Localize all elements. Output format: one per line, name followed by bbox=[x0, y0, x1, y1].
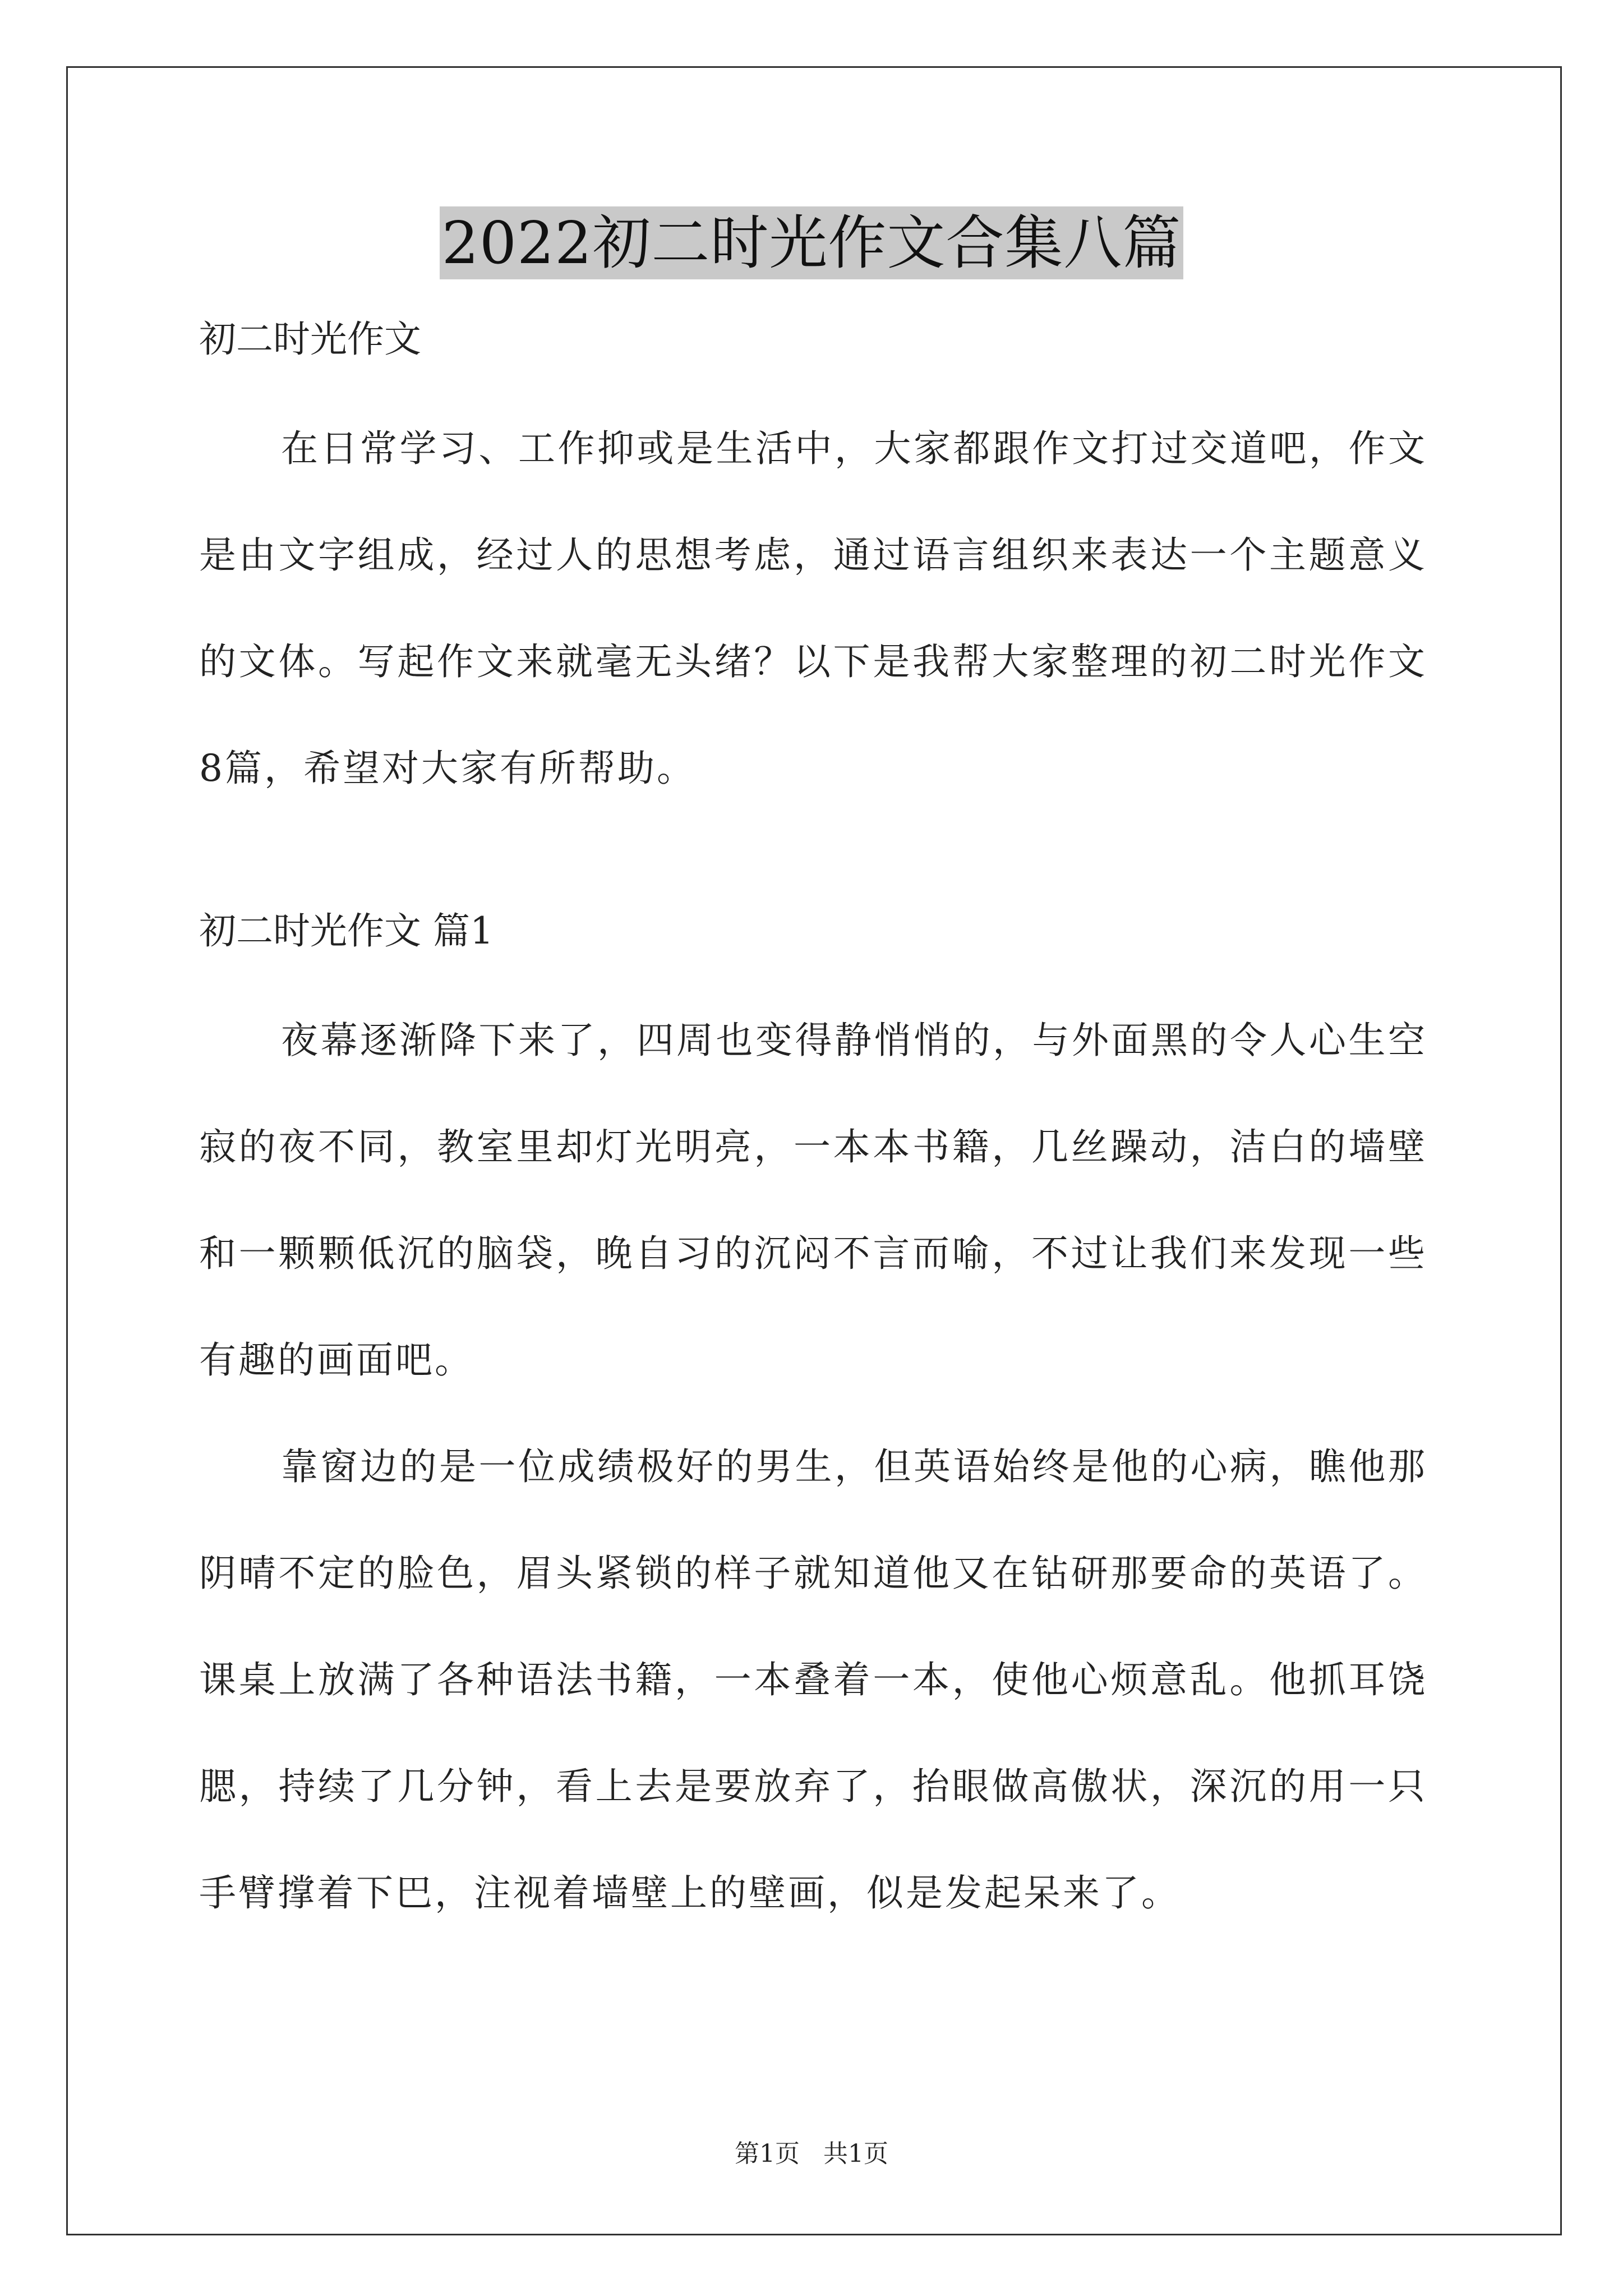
page-footer: 第1页 共1页 bbox=[735, 2139, 888, 2168]
spacer bbox=[199, 956, 1427, 987]
title-container bbox=[0, 206, 1623, 279]
section-1-paragraph-2: 靠窗边的是一位成绩极好的男生，但英语始终是他的心病，瞧他那阴晴不定的脸色，眉头紧锁的样子就知道他又在钻研那要命的英语了。课桌上放满了各种语法书籍，一本叠着一本，使他心烦意乱。他抓耳饶腮，持续了几分钟，看上去是要放弃了，抬眼做高傲状，深沉的用一只手臂撑着下巴，注视着墙壁上的壁画，似是发起呆来了。 bbox=[199, 1445, 1427, 1915]
spacer bbox=[199, 365, 1427, 395]
section-heading-1: 初二时光作文 篇1 bbox=[199, 909, 494, 953]
document-body bbox=[199, 314, 1427, 1947]
section-gap bbox=[199, 822, 1427, 906]
section-1-paragraph-1: 夜幕逐渐降下来了，四周也变得静悄悄的，与外面黑的令人心生空寂的夜不同，教室里却灯光明亮，一本本书籍，几丝躁动，洁白的墙壁和一颗颗低沉的脑袋，晚自习的沉闷不言而喻，不过让我们来发现一些有趣的画面吧。 bbox=[199, 1019, 1427, 1382]
document-title[interactable]: 2022初二时光作文合集八篇 bbox=[440, 206, 1184, 279]
intro-paragraph: 在日常学习、工作抑或是生活中，大家都跟作文打过交道吧，作文是由文字组成，经过人的思想考虑，通过语言组织来表达一个主题意义的文体。写起作文来就毫无头绪？以下是我帮大家整理的初二时光作文8篇，希望对大家有所帮助。 bbox=[199, 427, 1427, 790]
intro-heading: 初二时光作文 bbox=[199, 318, 421, 361]
